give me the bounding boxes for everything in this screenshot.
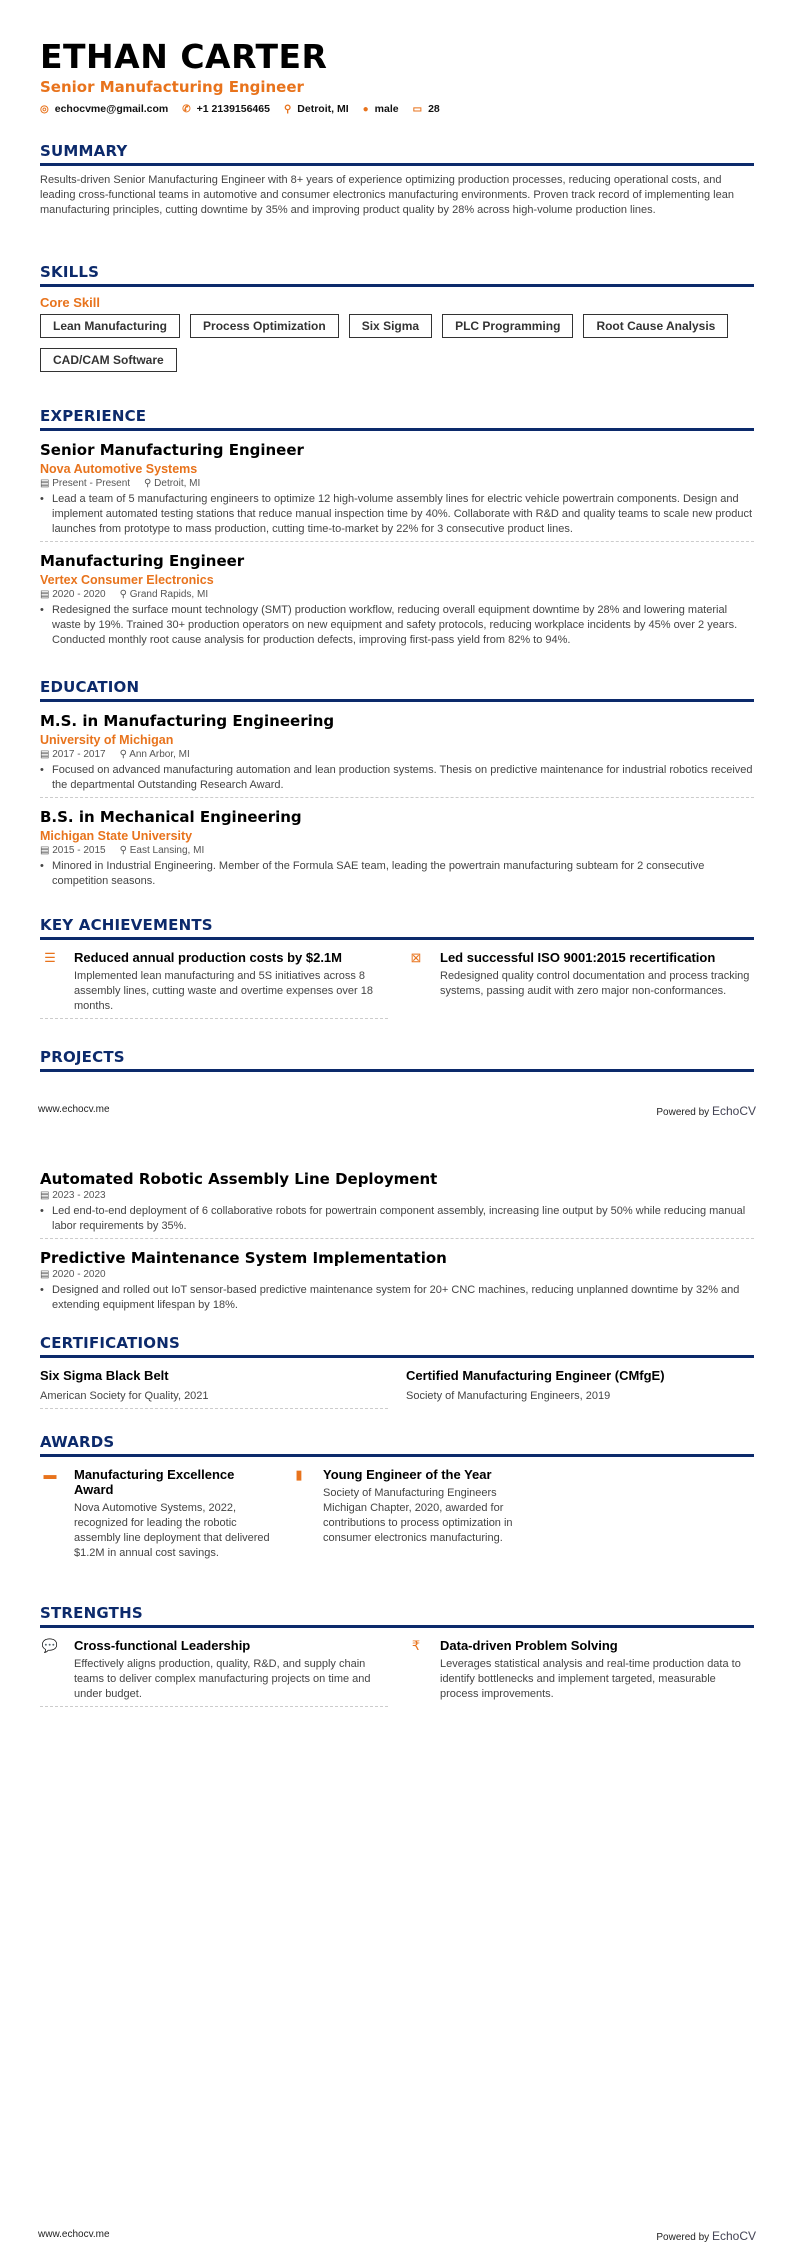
section-heading: AWARDS bbox=[40, 1433, 754, 1457]
calendar-icon: ▤ bbox=[40, 845, 53, 856]
certification-item bbox=[40, 1368, 388, 1409]
phone-icon: ✆ bbox=[182, 104, 191, 115]
school: Michigan State University bbox=[40, 829, 193, 843]
achievements-section bbox=[40, 916, 754, 1019]
description: • Minored in Industrial Engineering. Member of the Formula SAE team, leading the powertrain manufacturing subteam for 2 consecutive competition seasons. bbox=[40, 859, 754, 889]
projects-section bbox=[40, 1048, 754, 1072]
skill-tag: Six Sigma bbox=[349, 314, 432, 338]
dates: Present - Present bbox=[52, 478, 131, 489]
location-icon: ⚲ bbox=[144, 478, 155, 489]
powered-by-label: Powered by bbox=[656, 2232, 710, 2243]
section-heading: KEY ACHIEVEMENTS bbox=[40, 916, 754, 940]
cert-title: Six Sigma Black Belt bbox=[40, 1368, 169, 1383]
strength-title: Data-driven Problem Solving bbox=[440, 1638, 618, 1653]
award-desc: Nova Automotive Systems, 2022, recognized for leading the robotic assembly line deployment that delivered $1.2M in annual cost savings. bbox=[74, 1502, 270, 1559]
job-title: Manufacturing Engineer bbox=[40, 552, 245, 570]
person-icon: ● bbox=[362, 104, 369, 115]
section-heading: EDUCATION bbox=[40, 678, 754, 702]
calendar-icon: ▭ bbox=[412, 104, 423, 115]
dates: 2015 - 2015 bbox=[52, 845, 106, 856]
section-heading: EXPERIENCE bbox=[40, 407, 754, 431]
location-icon: ⚲ bbox=[119, 749, 130, 760]
certifications-section bbox=[40, 1334, 754, 1409]
location-icon: ⚲ bbox=[119, 845, 130, 856]
section-heading: CERTIFICATIONS bbox=[40, 1334, 754, 1358]
calendar-icon: ▤ bbox=[40, 749, 53, 760]
calendar-icon: ▤ bbox=[40, 1190, 53, 1201]
skill-tag: PLC Programming bbox=[442, 314, 573, 338]
gender: male bbox=[374, 103, 399, 115]
award-title: Manufacturing Excellence Award bbox=[74, 1467, 235, 1497]
achievement-desc: Implemented lean manufacturing and 5S initiatives across 8 assembly lines, cutting waste and overtime expenses over 18 months. bbox=[74, 970, 373, 1012]
age: 28 bbox=[428, 103, 440, 115]
award-item bbox=[40, 1467, 271, 1561]
skill-tag: Root Cause Analysis bbox=[583, 314, 728, 338]
description: • Designed and rolled out IoT sensor-based predictive maintenance system for 20+ CNC machines, reducing unplanned downtime by 32% and extending equipment lifespan by 18%. bbox=[40, 1283, 754, 1313]
calendar-icon: ▤ bbox=[40, 1269, 53, 1280]
skill-tag: CAD/CAM Software bbox=[40, 348, 177, 372]
phone[interactable]: +1 2139156465 bbox=[196, 103, 270, 115]
achievement-title: Led successful ISO 9001:2015 recertification bbox=[440, 950, 716, 965]
company: Nova Automotive Systems bbox=[40, 462, 198, 476]
skill-group: Core Skill bbox=[40, 295, 100, 310]
location: Detroit, MI bbox=[154, 478, 201, 489]
brand-logo[interactable]: EchoCV bbox=[711, 2229, 756, 2243]
degree: B.S. in Mechanical Engineering bbox=[40, 808, 302, 826]
project-title: Automated Robotic Assembly Line Deployment bbox=[40, 1170, 438, 1188]
description: • Led end-to-end deployment of 6 collaborative robots for powertrain component assembly, increasing line output by 50% while reducing manual labor requirements by 35%. bbox=[40, 1204, 754, 1234]
awards-section bbox=[40, 1433, 754, 1561]
section-heading: PROJECTS bbox=[40, 1048, 754, 1072]
currency-icon: ₹ bbox=[411, 1638, 421, 1653]
school: University of Michigan bbox=[40, 733, 174, 747]
location: Grand Rapids, MI bbox=[129, 589, 209, 600]
award-item bbox=[289, 1467, 520, 1561]
projects-list bbox=[40, 1160, 754, 1313]
project-item bbox=[40, 1249, 754, 1313]
project-title: Predictive Maintenance System Implementation bbox=[40, 1249, 447, 1267]
section-heading: SUMMARY bbox=[40, 142, 754, 166]
achievement-desc: Redesigned quality control documentation and process tracking systems, passing audit with zero major non-conformances. bbox=[440, 970, 750, 997]
company: Vertex Consumer Electronics bbox=[40, 573, 214, 587]
strength-item bbox=[40, 1638, 388, 1707]
location-icon: ⚲ bbox=[119, 589, 130, 600]
certification-item bbox=[406, 1368, 754, 1409]
footer-site-link[interactable]: www.echocv.me bbox=[38, 2229, 110, 2240]
experience-item bbox=[40, 552, 754, 648]
skill-tag: Lean Manufacturing bbox=[40, 314, 180, 338]
description: • Focused on advanced manufacturing automation and lean production systems. Thesis on predictive maintenance for industrial robotics received the departmental Outstanding Research Award. bbox=[40, 763, 754, 793]
page-footer bbox=[38, 2229, 756, 2243]
cert-title: Certified Manufacturing Engineer (CMfgE) bbox=[406, 1368, 665, 1383]
brand-logo[interactable]: EchoCV bbox=[711, 1104, 756, 1118]
description: • Redesigned the surface mount technology (SMT) production workflow, reducing overall equipment downtime by 28% and lowering material waste by 19%. Trained 30+ production operators on new equipment and safety protocols, reducing workplace incidents by 45% over 2 years. Conducted monthly root cause analysis for production defects, improving first-pass yield from 82% to 94%. bbox=[40, 603, 754, 648]
document-icon: ▮ bbox=[295, 1467, 303, 1482]
sliders-icon: ☰ bbox=[44, 950, 56, 965]
cert-issuer: American Society for Quality, 2021 bbox=[40, 1390, 209, 1402]
summary-text: Results-driven Senior Manufacturing Engineer with 8+ years of experience optimizing production processes, reducing operational costs, and leading cross-functional teams in automotive and consumer electronics manufacturing environments. Proven track record of implementing lean manufacturing principles, cutting downtime by 35% and improving product quality by 28% across high-volume production lines. bbox=[40, 174, 734, 216]
candidate-name: ETHAN CARTER bbox=[40, 37, 328, 76]
strength-item bbox=[406, 1638, 754, 1707]
strengths-section bbox=[40, 1604, 754, 1707]
award-card-icon: ▬ bbox=[43, 1467, 57, 1482]
skills-section bbox=[40, 263, 754, 372]
cert-issuer: Society of Manufacturing Engineers, 2019 bbox=[406, 1390, 611, 1402]
powered-by-label: Powered by bbox=[656, 1107, 710, 1118]
description: • Lead a team of 5 manufacturing engineers to optimize 12 high-volume assembly lines for electric vehicle powertrain components. Design and implement automated testing stations that reduce manual inspection time by 40%. Collaborate with R&D and quality teams to scale new product launches from prototype to mass production, cutting time-to-market by 22% for 3 consecutive product lines. bbox=[40, 492, 754, 537]
dates: 2017 - 2017 bbox=[52, 749, 106, 760]
skill-tag: Process Optimization bbox=[190, 314, 339, 338]
award-desc: Society of Manufacturing Engineers Michigan Chapter, 2020, awarded for contributions to process optimization in consumer electronics manufacturing. bbox=[323, 1487, 513, 1544]
location: Ann Arbor, MI bbox=[129, 749, 190, 760]
job-title: Senior Manufacturing Engineer bbox=[40, 441, 304, 459]
dates: 2020 - 2020 bbox=[52, 1269, 106, 1280]
summary-section bbox=[40, 142, 754, 218]
page-footer bbox=[38, 1104, 756, 1118]
email[interactable]: echocvme@gmail.com bbox=[54, 103, 169, 115]
skill-tags bbox=[40, 314, 754, 372]
achievement-item bbox=[40, 950, 388, 1019]
dates: 2020 - 2020 bbox=[52, 589, 106, 600]
location: Detroit, MI bbox=[297, 103, 349, 115]
dates: 2023 - 2023 bbox=[52, 1190, 106, 1201]
education-section bbox=[40, 678, 754, 889]
award-title: Young Engineer of the Year bbox=[323, 1467, 492, 1482]
degree: M.S. in Manufacturing Engineering bbox=[40, 712, 335, 730]
section-heading: STRENGTHS bbox=[40, 1604, 754, 1628]
education-item bbox=[40, 712, 754, 798]
tag-x-icon: ⊠ bbox=[410, 950, 422, 965]
achievement-item bbox=[406, 950, 754, 1019]
candidate-title: Senior Manufacturing Engineer bbox=[40, 78, 304, 96]
experience-section bbox=[40, 407, 754, 648]
location-icon: ⚲ bbox=[283, 104, 292, 115]
footer-site-link[interactable]: www.echocv.me bbox=[38, 1104, 110, 1115]
resume-header bbox=[40, 38, 754, 115]
strength-title: Cross-functional Leadership bbox=[74, 1638, 251, 1653]
chat-bubble-icon: 💬 bbox=[41, 1638, 59, 1653]
location: East Lansing, MI bbox=[129, 845, 205, 856]
experience-item bbox=[40, 441, 754, 542]
email-icon: ◎ bbox=[40, 104, 49, 115]
project-item bbox=[40, 1170, 754, 1239]
calendar-icon: ▤ bbox=[40, 478, 53, 489]
section-heading: SKILLS bbox=[40, 263, 754, 287]
achievement-title: Reduced annual production costs by $2.1M bbox=[74, 950, 342, 965]
education-item bbox=[40, 808, 754, 889]
calendar-icon: ▤ bbox=[40, 589, 53, 600]
strength-desc: Effectively aligns production, quality, R&D, and supply chain teams to deliver complex manufacturing projects on time and under budget. bbox=[74, 1658, 371, 1700]
contact-info bbox=[40, 103, 754, 115]
strength-desc: Leverages statistical analysis and real-time production data to identify bottlenecks and implement targeted, measurable process improvements. bbox=[440, 1658, 741, 1700]
